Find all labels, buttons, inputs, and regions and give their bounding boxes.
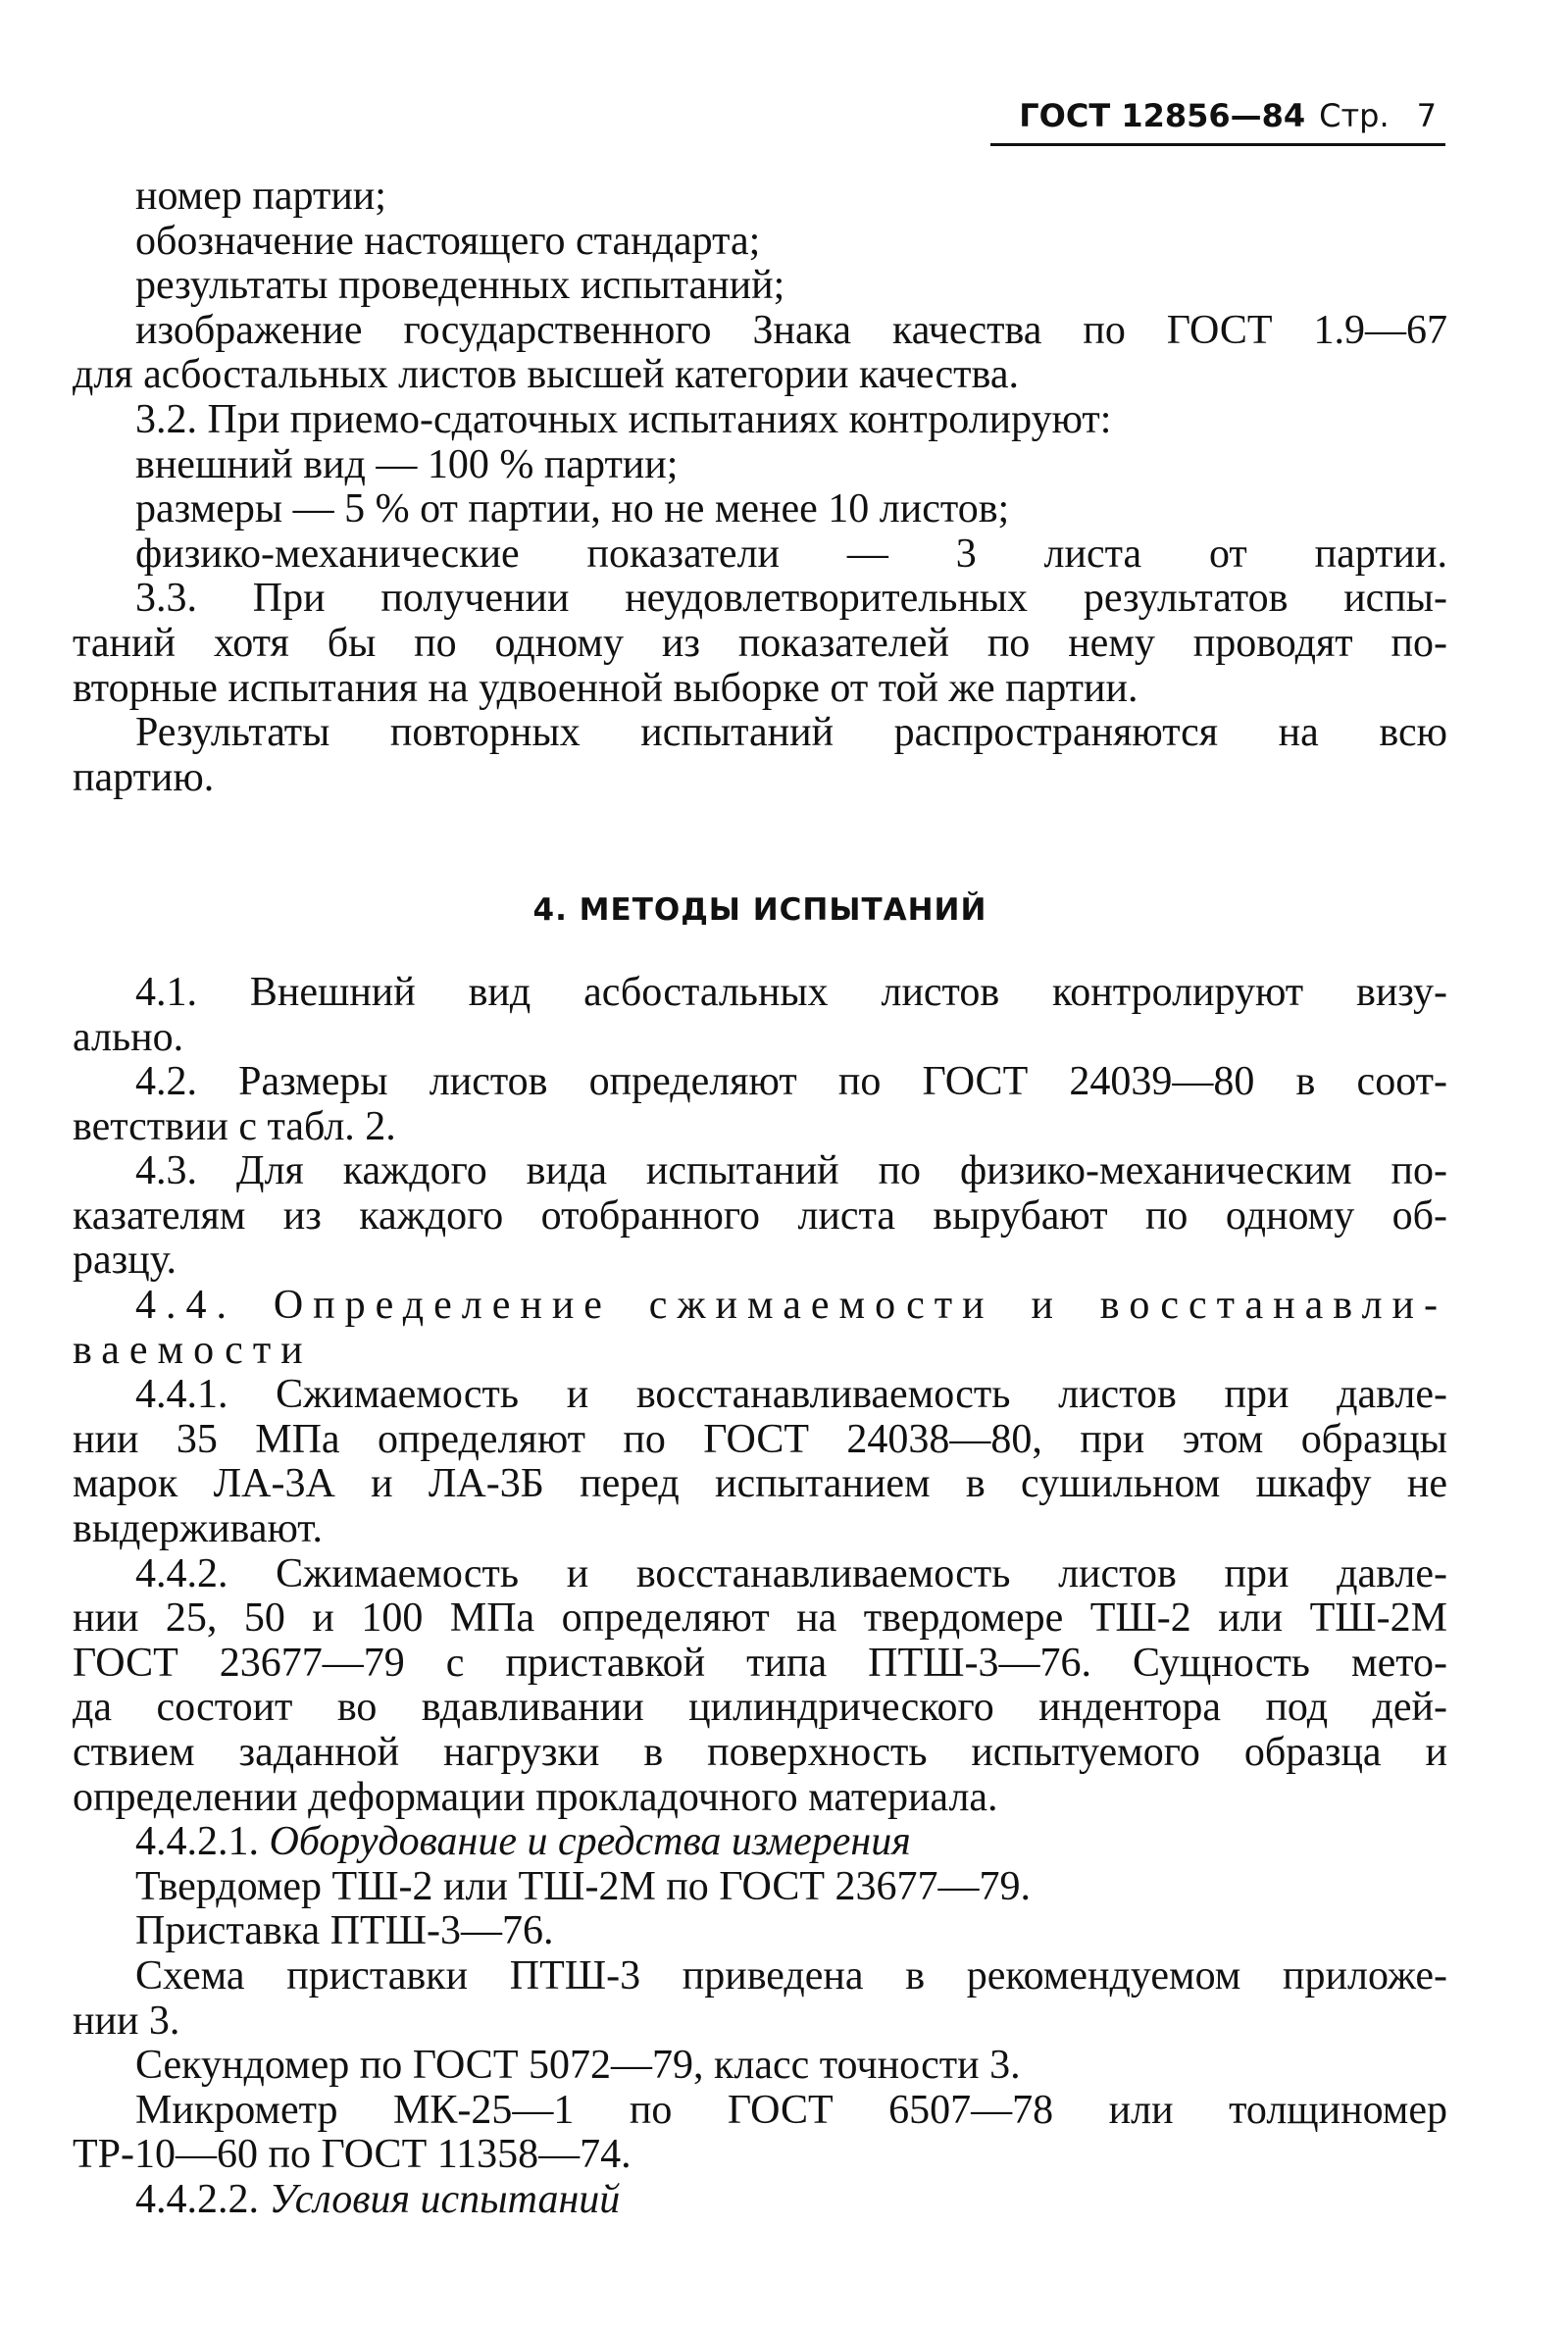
clause-number: 4.4.2.1. (135, 1820, 270, 1865)
text-line: определении деформации прокладочного материала. (73, 1775, 998, 1820)
text-line: разцу. (73, 1239, 177, 1284)
text-line: ально. (73, 1015, 184, 1060)
text-line: ствием заданной нагрузки в поверхность испытуемого образца и (73, 1731, 1447, 1775)
text-line: партию. (73, 755, 215, 800)
text-line: ваемости (73, 1328, 313, 1373)
text-line: Результаты повторных испытаний распространяются на всю (135, 711, 1447, 756)
clause-heading-italic: Условия испытаний (269, 2177, 621, 2222)
clause-number: 4.4.2.2. (135, 2177, 270, 2222)
page-header (990, 84, 1437, 147)
header-rule (990, 143, 1445, 146)
text-line: физико-механические показатели — 3 листа от партии. (135, 531, 1447, 577)
text-line: нии 25, 50 и 100 МПа определяют на твердомере ТШ-2 или ТШ-2М (73, 1596, 1447, 1642)
clause-3-3: 3.3. При получении неудовлетворительных результатов испы- (135, 577, 1447, 622)
text-line: результаты проведенных испытаний; (135, 264, 785, 309)
section-title: 4. МЕТОДЫ ИСПЫТАНИЙ (532, 892, 987, 929)
clause-4-3: 4.3. Для каждого вида испытаний по физико-механическим по- (135, 1149, 1447, 1194)
text-line: изображение государственного Знака качества по ГОСТ 1.9—67 (135, 308, 1447, 353)
document-id: ГОСТ 12856—84 (1019, 97, 1306, 134)
clause-4-2: 4.2. Размеры листов определяют по ГОСТ 24039—80 в соот- (135, 1060, 1447, 1105)
clause-3-2: 3.2. При приемо-сдаточных испытаниях контролируют: (135, 397, 1112, 442)
text-line: ветствии с табл. 2. (73, 1104, 396, 1149)
clause-4-4-heading: 4.4. Определение сжимаемости и восстанавли- (135, 1284, 1447, 1329)
document-body (73, 175, 1447, 2223)
text-line: Микрометр МК-25—1 по ГОСТ 6507—78 или толщиномер (135, 2088, 1447, 2133)
clause-4-4-2-2 (73, 2178, 1447, 2223)
text-line: обозначение настоящего стандарта; (135, 219, 761, 264)
text-line: марок ЛА-3А и ЛА-3Б перед испытанием в сушильном шкафу не (73, 1462, 1447, 1507)
text-line: нии 3. (73, 1999, 180, 2044)
text-line: вторные испытания на удвоенной выборке от той же партии. (73, 666, 1138, 711)
text-line: казателям из каждого отобранного листа вырубают по одному об- (73, 1193, 1447, 1239)
text-line: Схема приставки ПТШ-3 приведена в рекомендуемом приложе- (135, 1953, 1447, 1999)
text-line: Секундомер по ГОСТ 5072—79, класс точности 3. (135, 2044, 1021, 2089)
text-line: да состоит во вдавливании цилиндрического индентора под дей- (73, 1686, 1447, 1731)
clause-4-1: 4.1. Внешний вид асбостальных листов контролируют визу- (135, 970, 1447, 1015)
clause-heading-italic: Оборудование и средства измерения (269, 1820, 911, 1865)
clause-4-4-2-1 (73, 1820, 1447, 1865)
text-line: ТР-10—60 по ГОСТ 11358—74. (73, 2133, 632, 2178)
text-line: таний хотя бы по одному из показателей по нему проводят по- (73, 621, 1447, 666)
text-line: ГОСТ 23677—79 с приставкой типа ПТШ-3—76. Сущность мето- (73, 1641, 1447, 1686)
page-label: Стр. (1319, 97, 1390, 134)
clause-4-4-1: 4.4.1. Сжимаемость и восстанавливаемость листов при давле- (135, 1373, 1447, 1418)
text-line: Приставка ПТШ-3—76. (135, 1909, 554, 1954)
text-line: Твердомер ТШ-2 или ТШ-2М по ГОСТ 23677—79. (135, 1864, 1032, 1909)
text-line: номер партии; (135, 175, 386, 219)
text-line: внешний вид — 100 % партии; (135, 442, 679, 487)
clause-4-4-2: 4.4.2. Сжимаемость и восстанавливаемость листов при давле- (135, 1551, 1447, 1596)
text-line: размеры — 5 % от партии, но не менее 10 листов; (135, 487, 1010, 532)
page-number: 7 (1416, 97, 1437, 134)
text-line: нии 35 МПа определяют по ГОСТ 24038—80, при этом образцы (73, 1417, 1447, 1462)
text-line: выдерживают. (73, 1507, 323, 1552)
text-line: для асбостальных листов высшей категории качества. (73, 353, 1019, 398)
